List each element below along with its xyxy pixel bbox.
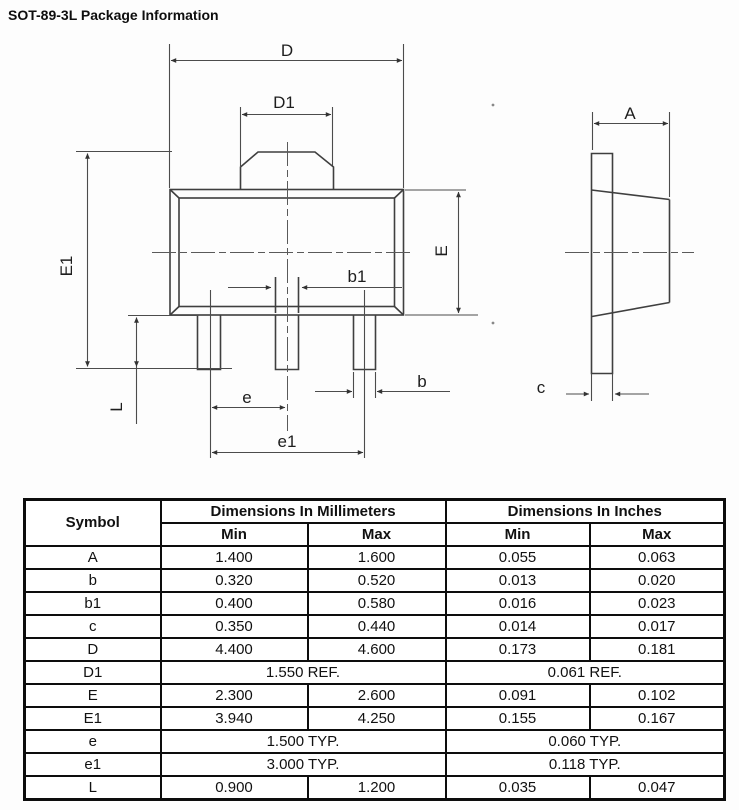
- dim-e: [212, 388, 285, 408]
- header-mm-max: Max: [308, 523, 446, 546]
- header-in-group: Dimensions In Inches: [446, 500, 725, 524]
- cell-in-min: 0.016: [446, 592, 590, 615]
- cell-mm-min: 0.350: [161, 615, 308, 638]
- page-title: SOT-89-3L Package Information: [8, 7, 219, 23]
- cell-mm-span: 1.550 REF.: [161, 661, 446, 684]
- table-row: [25, 592, 725, 615]
- cell-in-min: 0.013: [446, 569, 590, 592]
- cell-mm-max: 0.440: [308, 615, 446, 638]
- header-in-min: Min: [446, 523, 590, 546]
- cell-in-min: 0.091: [446, 684, 590, 707]
- dim-L: [107, 316, 198, 425]
- cell-in-max: 0.020: [590, 569, 725, 592]
- dim-label-D1: D1: [273, 93, 295, 112]
- cell-mm-min: 3.940: [161, 707, 308, 730]
- table-header-row-groups: [25, 500, 725, 524]
- cell-symbol: c: [25, 615, 161, 638]
- header-mm-min: Min: [161, 523, 308, 546]
- dim-label-b: b: [417, 372, 427, 391]
- cell-symbol: D1: [25, 661, 161, 684]
- cell-mm-max: 4.600: [308, 638, 446, 661]
- cell-mm-max: 4.250: [308, 707, 446, 730]
- header-symbol: Symbol: [25, 500, 161, 547]
- table-row: [25, 776, 725, 800]
- cell-symbol: D: [25, 638, 161, 661]
- dim-label-E: E: [432, 245, 451, 257]
- cell-in-min: 0.014: [446, 615, 590, 638]
- cell-mm-span: 1.500 TYP.: [161, 730, 446, 753]
- cell-mm-min: 0.900: [161, 776, 308, 800]
- cell-symbol: b1: [25, 592, 161, 615]
- cell-mm-min: 0.320: [161, 569, 308, 592]
- dim-b: [315, 372, 450, 398]
- cell-in-span: 0.061 REF.: [446, 661, 725, 684]
- dim-b1: [228, 267, 402, 288]
- table-row: [25, 615, 725, 638]
- table-row: [25, 661, 725, 684]
- cell-in-span: 0.118 TYP.: [446, 753, 725, 776]
- cell-mm-max: 0.580: [308, 592, 446, 615]
- leads: [198, 277, 376, 370]
- header-in-max: Max: [590, 523, 725, 546]
- dim-E: [405, 190, 478, 315]
- table-body: [25, 546, 725, 800]
- cell-symbol: e1: [25, 753, 161, 776]
- dim-label-c: c: [536, 378, 546, 397]
- cell-in-max: 0.023: [590, 592, 725, 615]
- table-row: [25, 753, 725, 776]
- side-view: [492, 104, 694, 401]
- cell-symbol: e: [25, 730, 161, 753]
- cell-symbol: L: [25, 776, 161, 800]
- cell-in-max: 0.181: [590, 638, 725, 661]
- cell-in-min: 0.173: [446, 638, 590, 661]
- table-row: [25, 546, 725, 569]
- table-row: [25, 638, 725, 661]
- cell-in-min: 0.055: [446, 546, 590, 569]
- cell-in-max: 0.063: [590, 546, 725, 569]
- cell-symbol: E: [25, 684, 161, 707]
- table-row: [25, 707, 725, 730]
- cell-symbol: E1: [25, 707, 161, 730]
- dim-label-A: A: [624, 104, 636, 123]
- dim-E1: [57, 152, 232, 369]
- cell-in-max: 0.167: [590, 707, 725, 730]
- cell-in-max: 0.017: [590, 615, 725, 638]
- cell-in-max: 0.047: [590, 776, 725, 800]
- dim-label-E1: E1: [57, 255, 76, 277]
- cell-symbol: A: [25, 546, 161, 569]
- dim-label-e: e: [242, 388, 252, 407]
- cell-mm-max: 0.520: [308, 569, 446, 592]
- cell-in-min: 0.155: [446, 707, 590, 730]
- cell-in-span: 0.060 TYP.: [446, 730, 725, 753]
- cell-mm-max: 1.600: [308, 546, 446, 569]
- cell-mm-min: 2.300: [161, 684, 308, 707]
- dim-label-e1: e1: [277, 432, 297, 451]
- dim-e1: [212, 432, 363, 453]
- cell-mm-min: 0.400: [161, 592, 308, 615]
- stray-dot: [492, 104, 495, 107]
- table-row: [25, 730, 725, 753]
- front-view: [57, 41, 478, 458]
- cell-in-max: 0.102: [590, 684, 725, 707]
- cell-mm-min: 4.400: [161, 638, 308, 661]
- dim-label-L: L: [107, 402, 126, 412]
- dim-label-b1: b1: [347, 267, 367, 286]
- cell-mm-max: 1.200: [308, 776, 446, 800]
- table-row: [25, 569, 725, 592]
- cell-mm-span: 3.000 TYP.: [161, 753, 446, 776]
- table-row: [25, 684, 725, 707]
- dim-c: [537, 374, 649, 402]
- cell-symbol: b: [25, 569, 161, 592]
- cell-mm-max: 2.600: [308, 684, 446, 707]
- cell-in-min: 0.035: [446, 776, 590, 800]
- dimensions-table: [23, 498, 726, 801]
- stray-dot: [492, 322, 495, 325]
- dim-A: [593, 104, 670, 197]
- side-profile: [565, 154, 694, 374]
- dim-label-D: D: [280, 41, 294, 60]
- cell-mm-min: 1.400: [161, 546, 308, 569]
- table-header: [25, 500, 725, 547]
- header-mm-group: Dimensions In Millimeters: [161, 500, 446, 524]
